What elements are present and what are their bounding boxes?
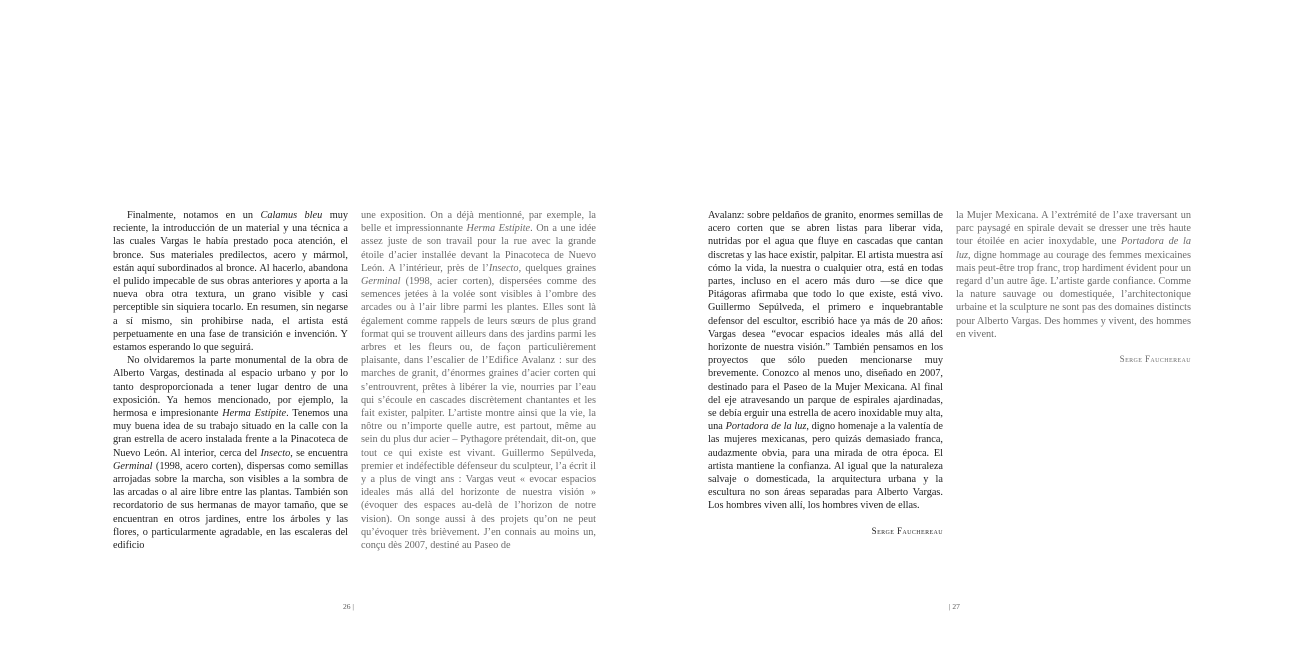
text-run: , digno homenaje a la valentía de las mujeres mexicanas, pero quizás demasiado franca, audazmente obvia, para una mirada de otra época. El artista mantiene la confianza. Al igual que la naturaleza salvaje o domesticada, la arquitectura urbana y la escultura no son áreas separadas para Alberto Vargas. Los hombres viven allí, los hombres viven de ellas. — [708, 421, 944, 512]
paragraph — [113, 354, 348, 552]
paragraph — [956, 209, 1191, 341]
text-run: (1998, acero corten), dispersas como semillas arrojadas sobre la marcha, son visibles a la sombra de las arcadas o al aire libre entre las plantas. También son recordatorio de sus hermanas de mayor tamaño, que se encuentran en otros jardines, entre los árboles y las flores, o particularmente agradable, en las escaleras del edificio — [113, 460, 348, 552]
italic-title: Calamus bleu — [260, 210, 323, 221]
text-run: une exposition. On a déjà mentionné, par exemple, la belle et impressionnante — [361, 210, 596, 235]
french-column-right — [956, 209, 1191, 366]
paragraph — [361, 209, 596, 552]
text-run: muy reciente, la introducción de un material y una técnica a las cuales Vargas le había prestado poca atención, el bronce. Sus materiales predilectos, acero y mármol, están aquí subordinados al bronce. Al hacerlo, abandona el pulido impecable de sus obras anteriores y aporta a la nueva obra otra textura, un grano visible y casi perceptible sin siquiera tocarlo. En resumen, sin negarse a sí mismo, sin prohibirse nada, el artista está perpetuamente en una fase de transición e invención. Y estamos esperando lo que seguirá. — [113, 210, 349, 354]
spanish-column-left — [113, 209, 348, 552]
page-number: | 27 — [949, 602, 960, 611]
italic-title: Portadora de la luz — [956, 236, 1191, 261]
author-signature: Serge Fauchereau — [1119, 354, 1191, 365]
text-run: . On a une idée assez juste de son travail pour la rue avec la grande étoile d’acier installée devant la Pinacoteca de Nuevo León. A l’intérieur, près de l’ — [361, 223, 596, 274]
text-run: Avalanz: sobre peldaños de granito, enormes semillas de acero corten que se abren listas para liberar vida, nutridas por el agua que fluye en cascadas que cantan discretas y las hace existir, palpitar. El artista muestra así cómo la vida, la nuestra o cualquier otra, está en todas partes, incluso en el acero más duro —se dice que Pitágoras afirmaba que todo lo que existe, está vivo. Guillermo Sepúlveda, el primero e inquebrantable defensor del escultor, escribió hace ya más de 20 años: Vargas desea “evocar espacios ideales más allá del horizonte de nuestra visión.” También pensamos en los proyectos que sólo pueden mencionarse muy brevemente. Conozco al menos uno, diseñado en 2007, destinado para el Paseo de la Mujer Mexicana. Al final del eje atravesando un parque de espirales ajardinadas, se debía erguir una estrella de acero inoxidable muy alta, una — [708, 210, 943, 433]
text-run: . Tenemos una muy buena idea de su trabajo situado en la calle con la gran estrella de acero instalada frente a la Pinacoteca de Nuevo León. Al interior, cerca del — [113, 408, 348, 459]
page-number: 26 | — [343, 602, 354, 611]
text-run: No olvidaremos la parte monumental de la obra de Alberto Vargas, destinada al espacio urbano y por lo tanto desproporcionada a tener lugar dentro de una exposición. Ya hemos mencionado, por ejemplo, la hermosa e impresionante — [113, 355, 348, 420]
italic-title: Germinal — [361, 276, 401, 288]
author-signature: Serge Fauchereau — [871, 525, 943, 536]
paragraph — [708, 209, 943, 513]
paragraph — [113, 209, 348, 354]
italic-title: Herma Estípite — [466, 223, 531, 235]
text-run: , se encuentra — [290, 447, 348, 459]
french-column-left — [361, 209, 596, 552]
text-run: , digne hommage au courage des femmes mexicaines mais peut-être trop franc, trop hardiment évident pour un regard d’un autre âge. L’artiste garde confiance. Comme la nature sauvage ou domestiquée, l’architectonique urbaine et la sculpture ne sont pas des domaines distincts pour Alberto Vargas. Des hommes y vivent, des hommes en vivent. — [956, 249, 1191, 340]
text-run: , quelques graines — [518, 262, 596, 274]
italic-title: Germinal — [113, 460, 153, 472]
text-run: (1998, acier corten), dispersées comme des semences jetées à la volée sont visibles à l’ombre des arcades ou à l’air libre parmi les plantes. Elles sont là également comme rappels de leurs sœurs de plus grand format qui se trouvent ailleurs dans des jardins parmi les arbres et les fleurs ou, de façon particulièrement plaisante, dans l’escalier de l’Edifice Avalanz : sur des marches de granit, d’énormes graines d’acier corten qui s’entrouvrent, prêtes à libérer la vie, nourries par l’eau qui s’écoule en cascades discrètement chantantes et les fait exister, palpiter. L’artiste montre ainsi que la vie, la nôtre ou n’importe quelle autre, est partout, même au sein du plus dur acier – Pythagore prétendait, dit-on, que tout ce qui existe est vivant. Guillermo Sepúlveda, premier et indéfectible défenseur du sculpteur, l’a écrit il y a plus de vingt ans : Vargas veut « evocar espacios ideales más allá del horizonte de nuestra visión » (évoquer des espaces au-delà de l’horizon de notre vision). On songe aussi à des projets qu’on ne peut qu’évoquer très brièvement. J’en connais au moins un, conçu dès 2007, destiné au Paseo de — [361, 276, 596, 552]
italic-title: Insecto — [488, 262, 519, 274]
text-run: Finalmente, notamos en un — [127, 210, 261, 221]
italic-title: Insecto — [260, 447, 291, 459]
italic-title: Herma Estípite — [222, 408, 287, 420]
spanish-column-right — [708, 209, 943, 538]
italic-title: Portadora de la luz — [725, 421, 807, 433]
text-run: la Mujer Mexicana. A l’extrémité de l’axe traversant un parc paysagé en spirale devait se dresser une très haute tour étoilée en acier inoxydable, une — [956, 210, 1191, 248]
